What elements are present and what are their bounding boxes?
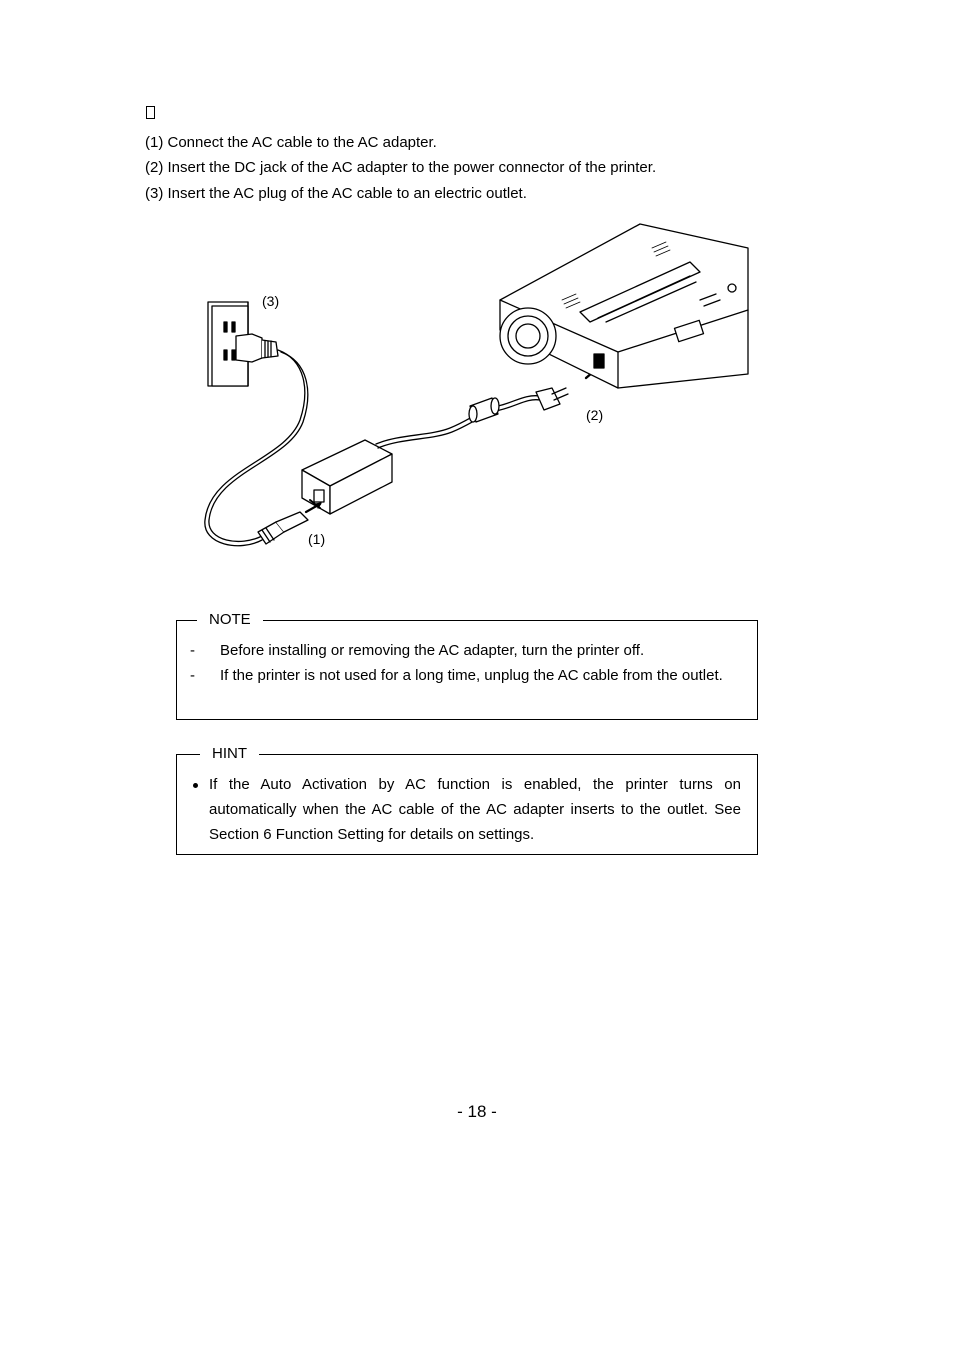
page-number: - 18 - xyxy=(457,1102,497,1121)
ac-adapter-connection-illustration xyxy=(195,220,751,565)
note-box xyxy=(176,611,758,720)
hint-title: HINT xyxy=(200,744,259,764)
ac-cable-connector-icon xyxy=(258,512,308,544)
missing-glyph-box xyxy=(146,106,155,119)
dc-cable xyxy=(376,396,540,444)
ferrite-core-icon xyxy=(469,398,499,422)
bullet-icon xyxy=(193,783,198,788)
dash-bullet: - xyxy=(190,642,195,659)
step-2: (2) Insert the DC jack of the AC adapter to the power connector of the printer. xyxy=(145,159,657,176)
hint-box xyxy=(176,745,758,855)
dash-bullet: - xyxy=(190,667,195,684)
step-3: (3) Insert the AC plug of the AC cable to an electric outlet. xyxy=(145,185,527,202)
note-title: NOTE xyxy=(197,610,263,630)
ac-plug-icon xyxy=(236,334,278,362)
callout-2: (2) xyxy=(586,407,604,423)
note-item: - If the printer is not used for a long time, unplug the AC cable from the outlet. xyxy=(190,663,741,688)
hint-item: If the Auto Activation by AC function is enabled, the printer turns on automatically when the AC cable of the AC adapter inserts to the outlet. See Section 6 Function Setting for details on settings. xyxy=(191,772,741,847)
ac-adapter-icon xyxy=(302,440,392,514)
printer-icon xyxy=(500,224,748,388)
note-item: - Before installing or removing the AC adapter, turn the printer off. xyxy=(190,638,741,663)
callout-1: (1) xyxy=(308,531,326,547)
step-1: (1) Connect the AC cable to the AC adapter. xyxy=(145,134,437,151)
callout-3: (3) xyxy=(262,293,280,309)
dc-jack-icon xyxy=(536,388,568,410)
